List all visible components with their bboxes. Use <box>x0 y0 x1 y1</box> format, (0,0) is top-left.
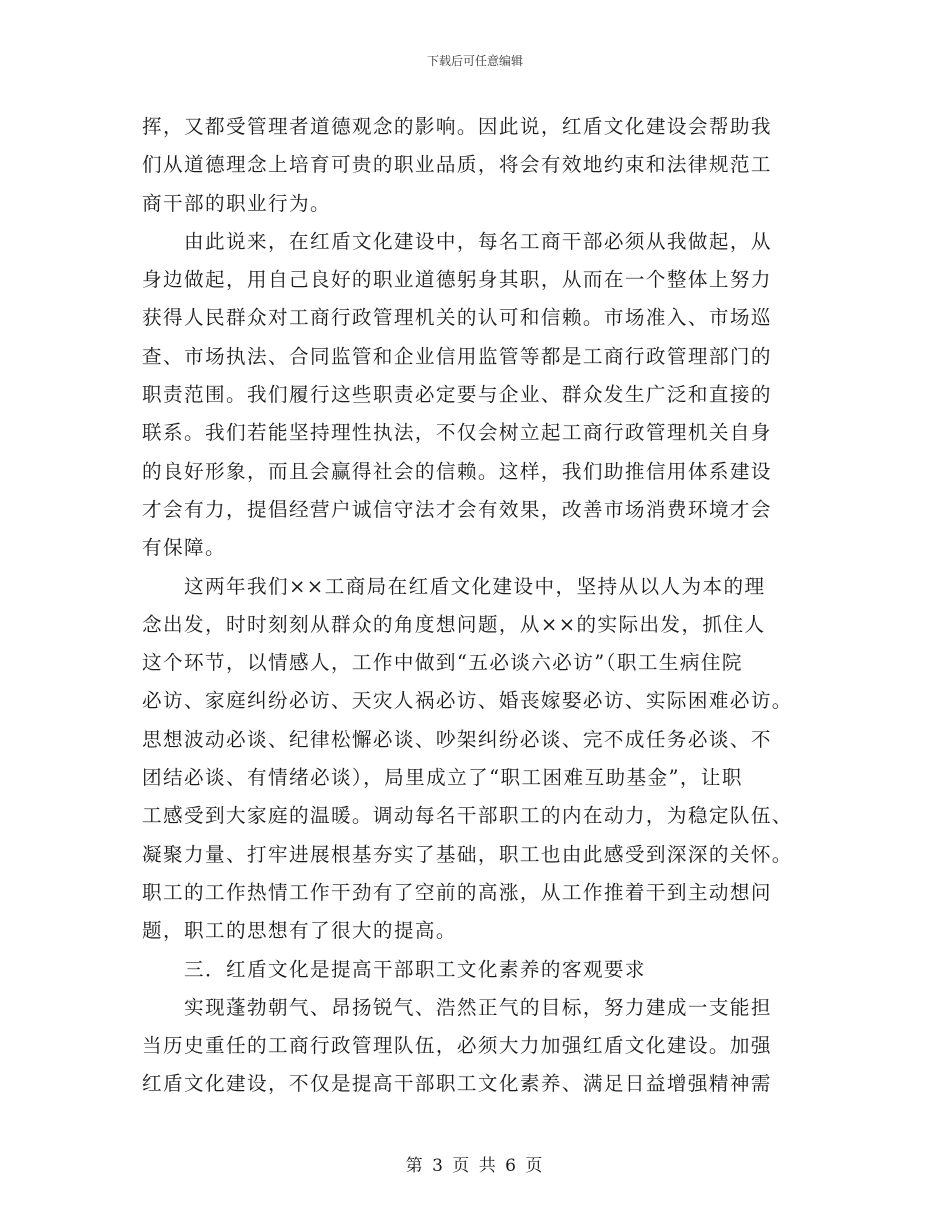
text-line: 这个环节，以情感人，工作中做到“五必谈六必访”（职工生病住院 <box>142 651 743 675</box>
text-line: 联系。我们若能坚持理性执法，不仅会树立起工商行政管理机关自身 <box>142 421 772 445</box>
text-line: 这两年我们××工商局在红盾文化建设中，坚持从以人为本的理 <box>184 574 766 598</box>
text-line: 必访、家庭纠纷必访、天灾人祸必访、婚丧嫁娶必访、实际困难必访。 <box>142 689 793 713</box>
text-line: 查、市场执法、合同监管和企业信用监管等都是工商行政管理部门的 <box>142 344 772 368</box>
document-body <box>142 108 814 1104</box>
text-line: 团结必谈、有情绪必谈），局里成立了“职工困难互助基金”，让职 <box>142 766 743 790</box>
text-line: 红盾文化建设，不仅是提高干部职工文化素养、满足日益增强精神需 <box>142 1072 772 1096</box>
text-line: 思想波动必谈、纪律松懈必谈、吵架纠纷必谈、完不成任务必谈、不 <box>142 727 772 751</box>
text-line: 才会有力，提倡经营户诚信守法才会有效果，改善市场消费环境才会 <box>142 497 772 521</box>
text-line: 凝聚力量、打牢进展根基夯实了基础，职工也由此感受到深深的关怀。 <box>142 842 793 866</box>
page-header: 下载后可任意编辑 <box>426 54 523 68</box>
text-line: 由此说来，在红盾文化建设中，每名工商干部必须从我做起，从 <box>184 229 772 253</box>
text-line: 职责范围。我们履行这些职责必定要与企业、群众发生广泛和直接的 <box>142 383 772 407</box>
text-line: 题，职工的思想有了很大的提高。 <box>142 919 457 943</box>
text-line: 身边做起，用自己良好的职业道德躬身其职，从而在一个整体上努力 <box>142 268 772 292</box>
text-line: 们从道德理念上培育可贵的职业品质，将会有效地约束和法律规范工 <box>142 153 772 177</box>
text-line: 有保障。 <box>142 536 226 560</box>
text-line: 商干部的职业行为。 <box>142 191 331 215</box>
text-line: 获得人民群众对工商行政管理机关的认可和信赖。市场准入、市场巡 <box>142 306 772 330</box>
text-line: 职工的工作热情工作干劲有了空前的高涨，从工作推着干到主动想问 <box>142 880 772 904</box>
text-line: 三．红盾文化是提高干部职工文化素养的客观要求 <box>184 957 646 981</box>
text-line: 挥，又都受管理者道德观念的影响。因此说，红盾文化建设会帮助我 <box>142 115 772 138</box>
text-line: 的良好形象，而且会赢得社会的信赖。这样，我们助推信用体系建设 <box>142 459 772 483</box>
text-line: 当历史重任的工商行政管理队伍，必须大力加强红盾文化建设。加强 <box>142 1034 772 1058</box>
text-line: 实现蓬勃朝气、昂扬锐气、浩然正气的目标，努力建成一支能担 <box>184 995 772 1019</box>
text-line: 念出发，时时刻刻从群众的角度想问题，从××的实际出发，抓住人 <box>142 612 766 636</box>
page-footer: 第 3 页 共 6 页 <box>405 1156 545 1176</box>
text-line: 工感受到大家庭的温暖。调动每名干部职工的内在动力，为稳定队伍、 <box>142 804 793 828</box>
